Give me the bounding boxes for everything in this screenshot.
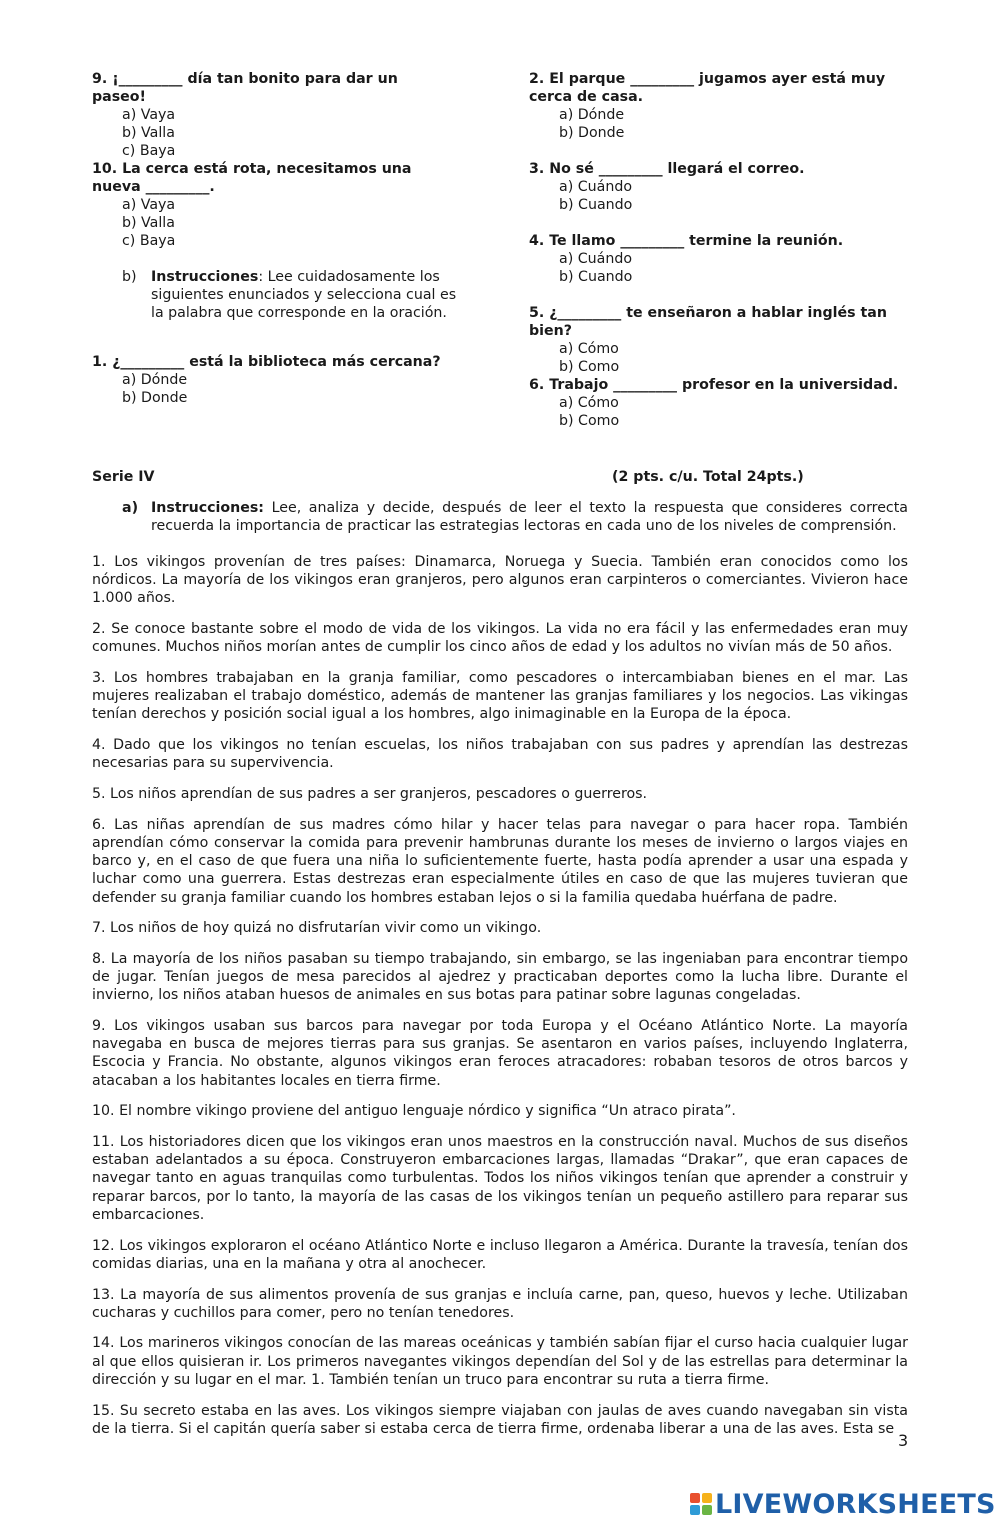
question-2 (529, 70, 911, 142)
instructions-b-title: Instrucciones (151, 269, 259, 285)
answer-option[interactable]: a) Cuándo (559, 251, 633, 267)
serie-points: (2 pts. c/u. Total 24pts.) (612, 469, 804, 485)
logo-square (702, 1505, 712, 1515)
question-stem: 3. No sé _________ llegará el correo. (529, 161, 805, 177)
question-stem: 9. ¡_________ día tan bonito para dar un paseo! (92, 71, 398, 105)
answer-option[interactable]: a) Dónde (559, 107, 625, 123)
answer-option[interactable]: b) Valla (122, 215, 175, 231)
instructions-a-text: Lee, analiza y decide, después de leer el texto la respuesta que consideres correcta recuerda la importancia de practicar las estrategias lectoras en cada uno de los niveles de comprensión. (151, 500, 908, 534)
reading-passage (92, 553, 908, 1450)
answer-option[interactable]: c) Baya (122, 233, 176, 249)
question-stem: 4. Te llamo _________ termine la reunión. (529, 233, 844, 249)
question-stem: 1. ¿_________ está la biblioteca más cercana? (92, 354, 441, 370)
answer-option[interactable]: a) Cuándo (559, 179, 633, 195)
page-number: 3 (898, 1431, 909, 1450)
answer-option[interactable]: b) Cuando (559, 197, 633, 213)
answer-option[interactable]: a) Cómo (559, 341, 619, 357)
passage-paragraph-2: 2. Se conoce bastante sobre el modo de vida de los vikingos. La vida no era fácil y las enfermedades eran muy comunes. Muchos niños morían antes de cumplir los cinco años de edad y los adultos no vivían más de 50 años. (92, 621, 908, 656)
instructions-a (122, 499, 908, 535)
question-3 (529, 160, 911, 214)
passage-paragraph-1: 1. Los vikingos provenían de tres países: Dinamarca, Noruega y Suecia. También eran conocidos como los nórdicos. La mayoría de los vikingos eran granjeros, pero algunos eran carpinteros o comerciantes. Vivieron hace 1.000 años. (92, 554, 908, 607)
answer-option[interactable]: b) Como (559, 413, 620, 429)
passage-paragraph-7: 7. Los niños de hoy quizá no disfrutarían vivir como un vikingo. (92, 920, 542, 937)
answer-option[interactable]: a) Vaya (122, 107, 176, 123)
passage-paragraph-13: 13. La mayoría de sus alimentos provenía de sus granjas e incluía carne, pan, queso, huevos y leche. Utilizaban cucharas y cuchillos para comer, pero no tenían tenedores. (92, 1286, 908, 1321)
instructions-b (122, 268, 472, 322)
liveworksheets-brand (690, 1489, 996, 1519)
logo-square (690, 1505, 700, 1515)
brand-name: LIVEWORKSHEETS (715, 1488, 996, 1520)
passage-paragraph-4: 4. Dado que los vikingos no tenían escuelas, los niños trabajaban con sus padres y aprendían las destrezas necesarias para su supervivencia. (92, 737, 908, 772)
answer-option[interactable]: b) Como (559, 359, 620, 375)
question-9 (92, 70, 442, 160)
logo-square (702, 1493, 712, 1503)
question-5 (529, 304, 929, 376)
answer-option[interactable]: a) Vaya (122, 197, 176, 213)
instructions-a-title: Instrucciones: (151, 500, 264, 516)
answer-option[interactable]: b) Donde (122, 390, 188, 406)
answer-option[interactable]: b) Valla (122, 125, 175, 141)
passage-paragraph-8: 8. La mayoría de los niños pasaban su tiempo trabajando, sin embargo, se las ingeniaban para encontrar tiempo de jugar. Tenían juegos de mesa parecidos al ajedrez y practicaban deportes como la lucha libre. Durante el invierno, los niños ataban huesos de animales en sus botas para patinar sobre lagunas congeladas. (92, 950, 908, 1004)
serie-title: Serie IV (92, 469, 155, 485)
passage-paragraph-9: 9. Los vikingos usaban sus barcos para navegar por toda Europa y el Océano Atlántico Norte. La mayoría navegaba en busca de mejores tierras para sus granjas. Se asentaron en varios países, incluyendo Inglaterra, Escocia y Francia. No obstante, algunos vikingos eran feroces atracadores: robaban tesoros de otros barcos y atacaban a los habitantes locales en tierra firme. (92, 1018, 908, 1089)
question-stem: 6. Trabajo _________ profesor en la universidad. (529, 377, 899, 393)
passage-paragraph-12: 12. Los vikingos exploraron el océano Atlántico Norte e incluso llegaron a América. Durante la travesía, tenían dos comidas diarias, una en la mañana y otra al anochecer. (92, 1237, 908, 1272)
instructions-b-label: b) (122, 269, 137, 285)
passage-paragraph-3: 3. Los hombres trabajaban en la granja familiar, como pescadores o intercambiaban bienes en el mar. Las mujeres realizaban el trabajo doméstico, además de mantener las granjas familiares y los negocios. Las vikingas tenían derechos y posición social igual a los hombres, algo inimaginable en la Europa de la época. (92, 670, 908, 723)
passage-paragraph-11: 11. Los historiadores dicen que los vikingos eran unos maestros en la construcción naval. Muchos de sus diseños estaban adelantados a su época. Construyeron embarcaciones largas, llamadas “Drakar”, que eran capaces de navegar tanto en aguas tranquilas como turbulentas. Todos los niños vikingos tenían que aprender a construir y reparar barcos, por lo tanto, la mayoría de las casas de los vikingos tenían un pequeño astillero para reparar sus embarcaciones. (92, 1134, 908, 1223)
answer-option[interactable]: b) Cuando (559, 269, 633, 285)
instructions-a-label: a) (122, 500, 139, 516)
question-10 (92, 160, 442, 250)
logo-square (690, 1493, 700, 1503)
passage-paragraph-14: 14. Los marineros vikingos conocían de las mareas oceánicas y también sabían fijar el curso hacia cualquier lugar al que ellos quisieran ir. Los primeros navegantes vikingos dependían del Sol y de las estrellas para determinar la dirección y su lugar en el mar. 1. También tenían un truco para encontrar su ruta a tierra firme. (92, 1335, 908, 1388)
answer-option[interactable]: a) Cómo (559, 395, 619, 411)
question-stem: 5. ¿_________ te enseñaron a hablar inglés tan bien? (529, 305, 887, 339)
passage-paragraph-15: 15. Su secreto estaba en las aves. Los vikingos siempre viajaban con jaulas de aves cuando navegaban sin vista de la tierra. Si el capitán quería saber si estaba cerca de tierra firme, ordenaba liberar a una de las aves. Esta se (92, 1402, 908, 1437)
question-1 (92, 353, 472, 407)
passage-paragraph-6: 6. Las niñas aprendían de sus madres cómo hilar y hacer telas para navegar o para hacer ropa. También aprendían cómo conservar la comida para prevenir hambrunas durante los meses de invierno o largos viajes en barco y, en el caso de que fuera una niña lo suficientemente fuerte, hasta podía aprender a usar una espada y luchar como una guerrera. Estas destrezas eran especialmente útiles en caso de que las mujeres tuvieran que defender su granja familiar cuando los hombres estaban lejos o si la familia quedaba huérfana de padre. (92, 816, 908, 906)
answer-option[interactable]: b) Donde (559, 125, 625, 141)
answer-option[interactable]: c) Baya (122, 143, 176, 159)
passage-paragraph-10: 10. El nombre vikingo proviene del antiguo lenguaje nórdico y significa “Un atraco pirata”. (92, 1103, 736, 1120)
question-4 (529, 232, 911, 286)
instructions-b-text: : Lee cuidadosamente los siguientes enunciados y selecciona cual es la palabra que corresponde en la oración. (151, 269, 457, 321)
answer-option[interactable]: a) Dónde (122, 372, 188, 388)
liveworksheets-logo-icon (690, 1493, 712, 1515)
question-stem: 2. El parque _________ jugamos ayer está muy cerca de casa. (529, 71, 886, 105)
question-stem: 10. La cerca está rota, necesitamos una nueva _________. (92, 161, 412, 195)
passage-paragraph-5: 5. Los niños aprendían de sus padres a ser granjeros, pescadores o guerreros. (92, 786, 648, 803)
question-6 (529, 376, 911, 430)
